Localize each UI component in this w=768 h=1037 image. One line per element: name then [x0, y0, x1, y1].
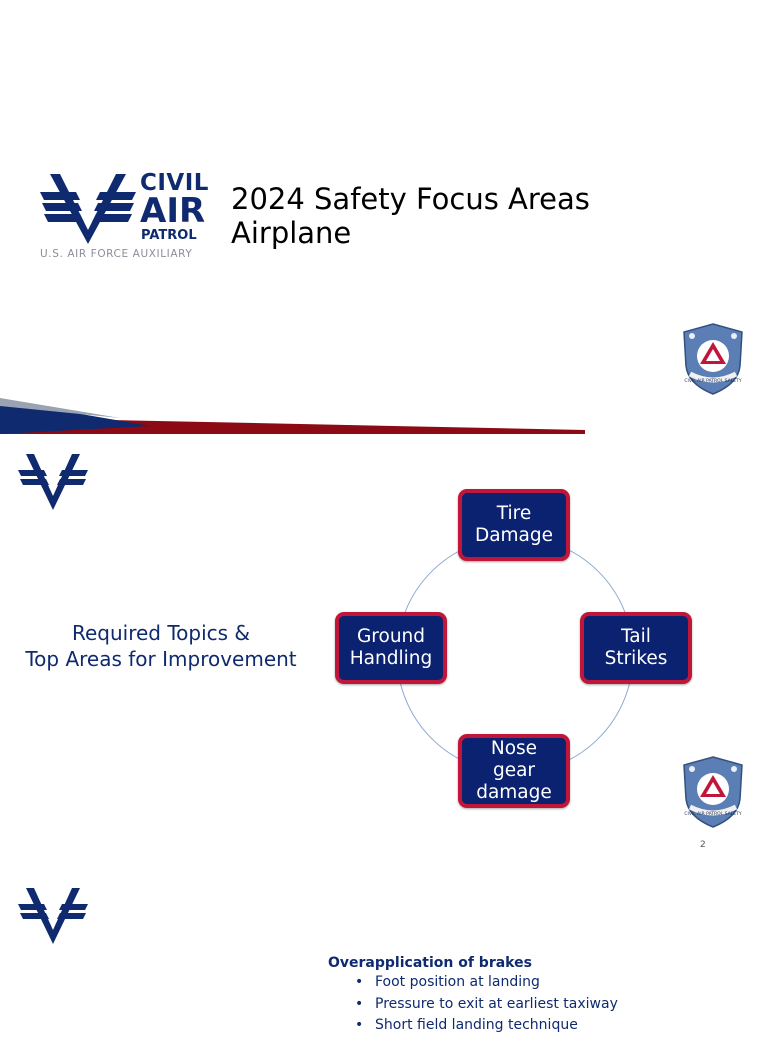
topic-tail-strikes [580, 612, 692, 684]
safety-seal-icon [680, 755, 746, 829]
topic-nose-gear-damage [458, 734, 570, 808]
topic-nose-gear-damage-label: Nose gear damage [476, 738, 552, 803]
topic-ground-handling [335, 612, 447, 684]
svg-text:CIVIL AIR PATROL SAFETY: CIVIL AIR PATROL SAFETY [684, 379, 742, 384]
cap-wing-logo-icon [38, 170, 138, 246]
slide-divider-stripe [0, 398, 585, 436]
list-item: • Pressure to exit at earliest taxiway [355, 994, 618, 1016]
safety-seal-icon [680, 322, 746, 396]
list-item: • Short field landing technique [355, 1015, 618, 1037]
section-caption-line1: Required Topics & [71, 621, 251, 645]
svg-text:CIVIL AIR PATROL SAFETY: CIVIL AIR PATROL SAFETY [684, 812, 742, 817]
logo-tagline: U.S. AIR FORCE AUXILIARY [40, 248, 193, 260]
logo-text-patrol: PATROL [141, 228, 197, 243]
slide-title [231, 182, 590, 250]
slide-title-line2: Airplane [231, 216, 352, 250]
section-caption [0, 620, 322, 672]
brakes-bullet-list [355, 972, 618, 1037]
slide-number: 2 [700, 840, 706, 850]
civil-air-patrol-logo [38, 170, 209, 265]
topic-tail-strikes-label: Tail Strikes [604, 626, 668, 669]
topic-tire-damage [458, 489, 570, 561]
slide-title-line1: 2024 Safety Focus Areas [231, 182, 590, 216]
cap-wing-mark-icon [16, 886, 90, 946]
logo-text-civil: CIVIL [140, 170, 209, 196]
list-item: • Foot position at landing [355, 972, 618, 994]
logo-text-air: AIR [140, 191, 206, 231]
section-caption-line2: Top Areas for Improvement [25, 647, 297, 671]
cap-wing-mark-icon [16, 452, 90, 512]
brakes-heading: Overapplication of brakes [328, 955, 532, 971]
topic-tire-damage-label: Tire Damage [474, 503, 554, 546]
topic-ground-handling-label: Ground Handling [349, 626, 433, 669]
